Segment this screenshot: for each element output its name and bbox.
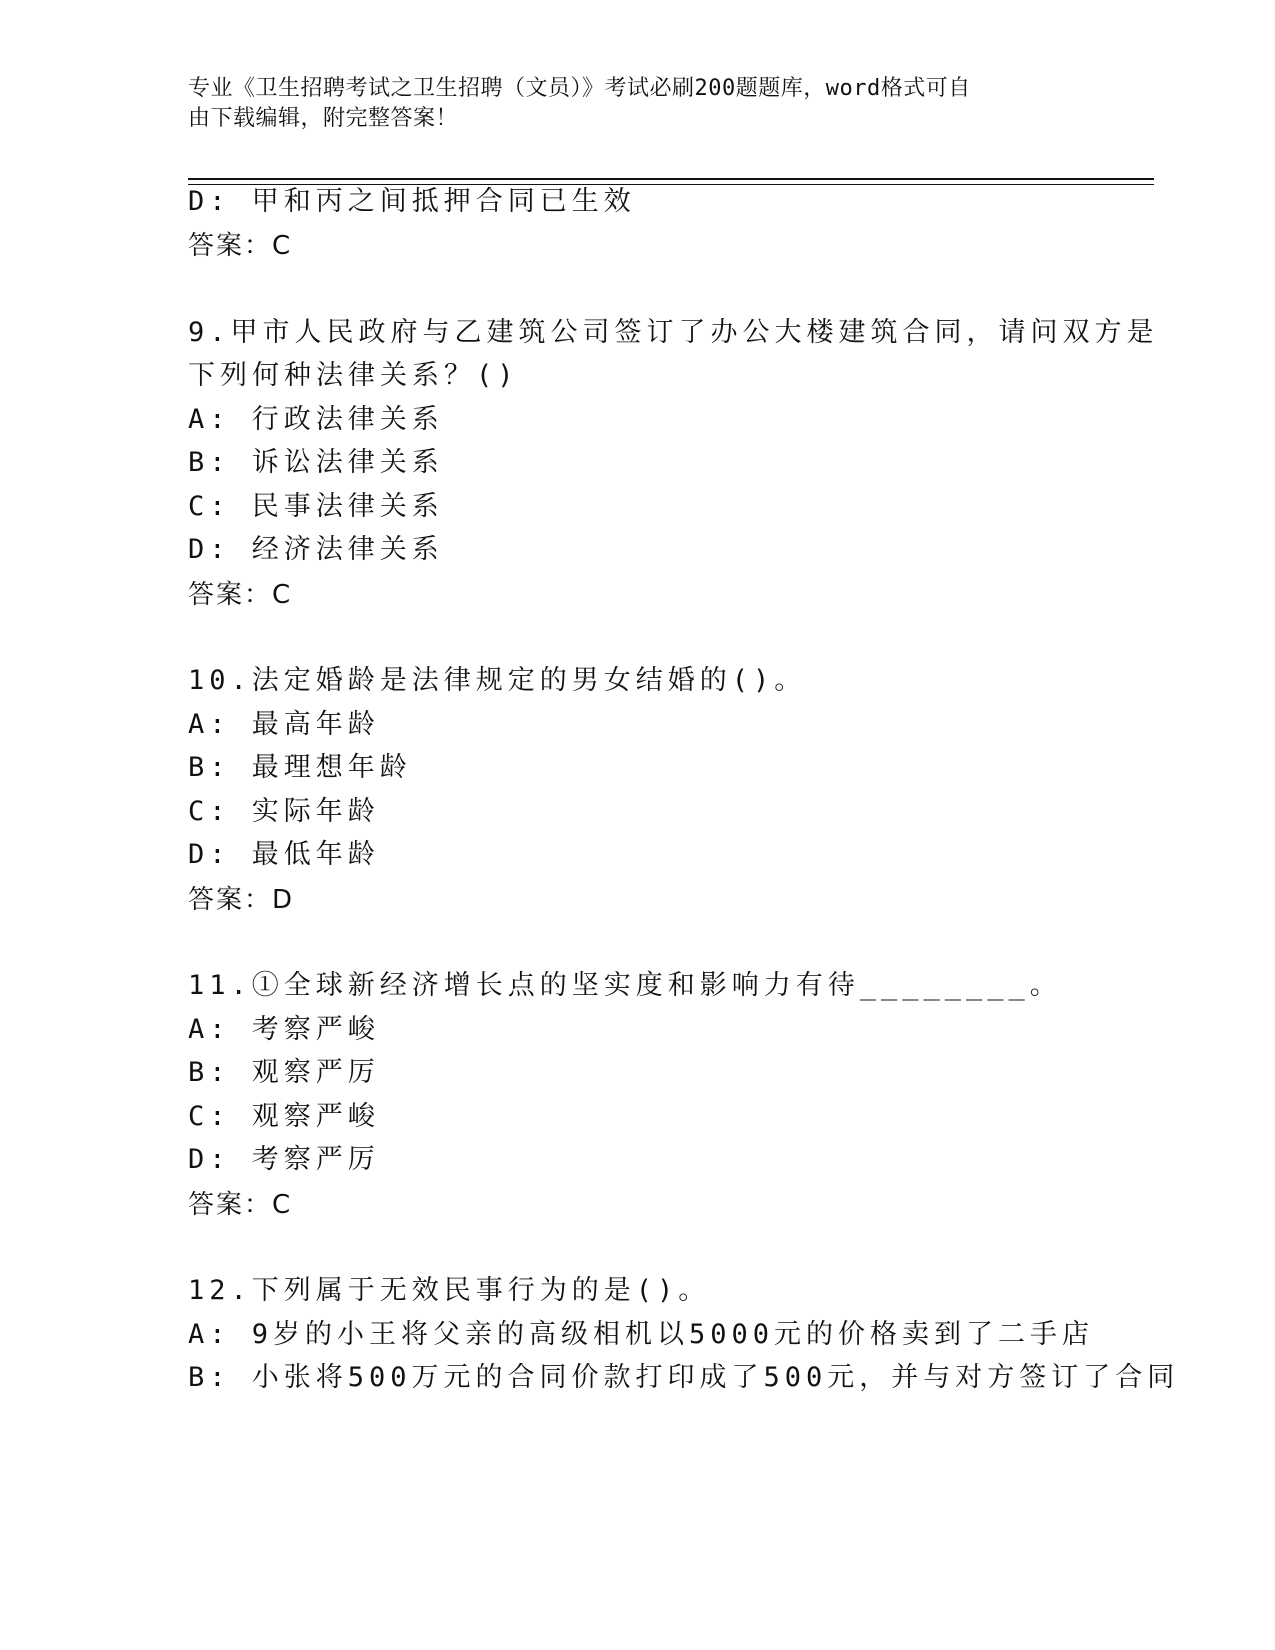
q9-option-a: A: 行政法律关系 [188,404,444,435]
header-line-2: 由下载编辑，附完整答案！ [188,106,459,131]
q9-stem-line-1: 9.甲市人民政府与乙建筑公司签订了办公大楼建筑合同，请问双方是 [188,317,1159,348]
q11-option-a: A: 考察严峻 [188,1014,380,1045]
q11-answer: 答案：C [188,1190,293,1220]
q9-option-b: B: 诉讼法律关系 [188,447,444,478]
q9-stem-line-2: 下列何种法律关系？() [188,360,519,391]
q12-option-b: B: 小张将500万元的合同价款打印成了500元，并与对方签订了合同 [188,1362,1180,1393]
page-header [188,74,1078,134]
q9-option-c: C: 民事法律关系 [188,491,444,522]
q10-answer: 答案：D [188,885,295,915]
q11-option-b: B: 观察严厉 [188,1057,380,1088]
q11-option-c: C: 观察严峻 [188,1101,380,1132]
q10-stem: 10.法定婚龄是法律规定的男女结婚的()。 [188,665,807,696]
q11-stem: 11.①全球新经济增长点的坚实度和影响力有待________。 [188,970,1062,1001]
q9-option-d: D: 经济法律关系 [188,534,444,565]
q9-answer: 答案：C [188,580,293,610]
header-divider-thick [188,178,1154,180]
q12-stem: 12.下列属于无效民事行为的是()。 [188,1275,711,1306]
q8-answer: 答案：C [188,231,293,261]
q10-option-b: B: 最理想年龄 [188,752,412,783]
q10-option-c: C: 实际年龄 [188,796,380,827]
q10-option-d: D: 最低年龄 [188,839,380,870]
q11-option-d: D: 考察严厉 [188,1144,380,1175]
header-line-1: 专业《卫生招聘考试之卫生招聘（文员）》考试必刷200题题库，word格式可自 [188,76,971,101]
q10-option-a: A: 最高年龄 [188,709,380,740]
q12-option-a: A: 9岁的小王将父亲的高级相机以5000元的价格卖到了二手店 [188,1319,1095,1350]
q8-option-d: D: 甲和丙之间抵押合同已生效 [188,186,636,217]
